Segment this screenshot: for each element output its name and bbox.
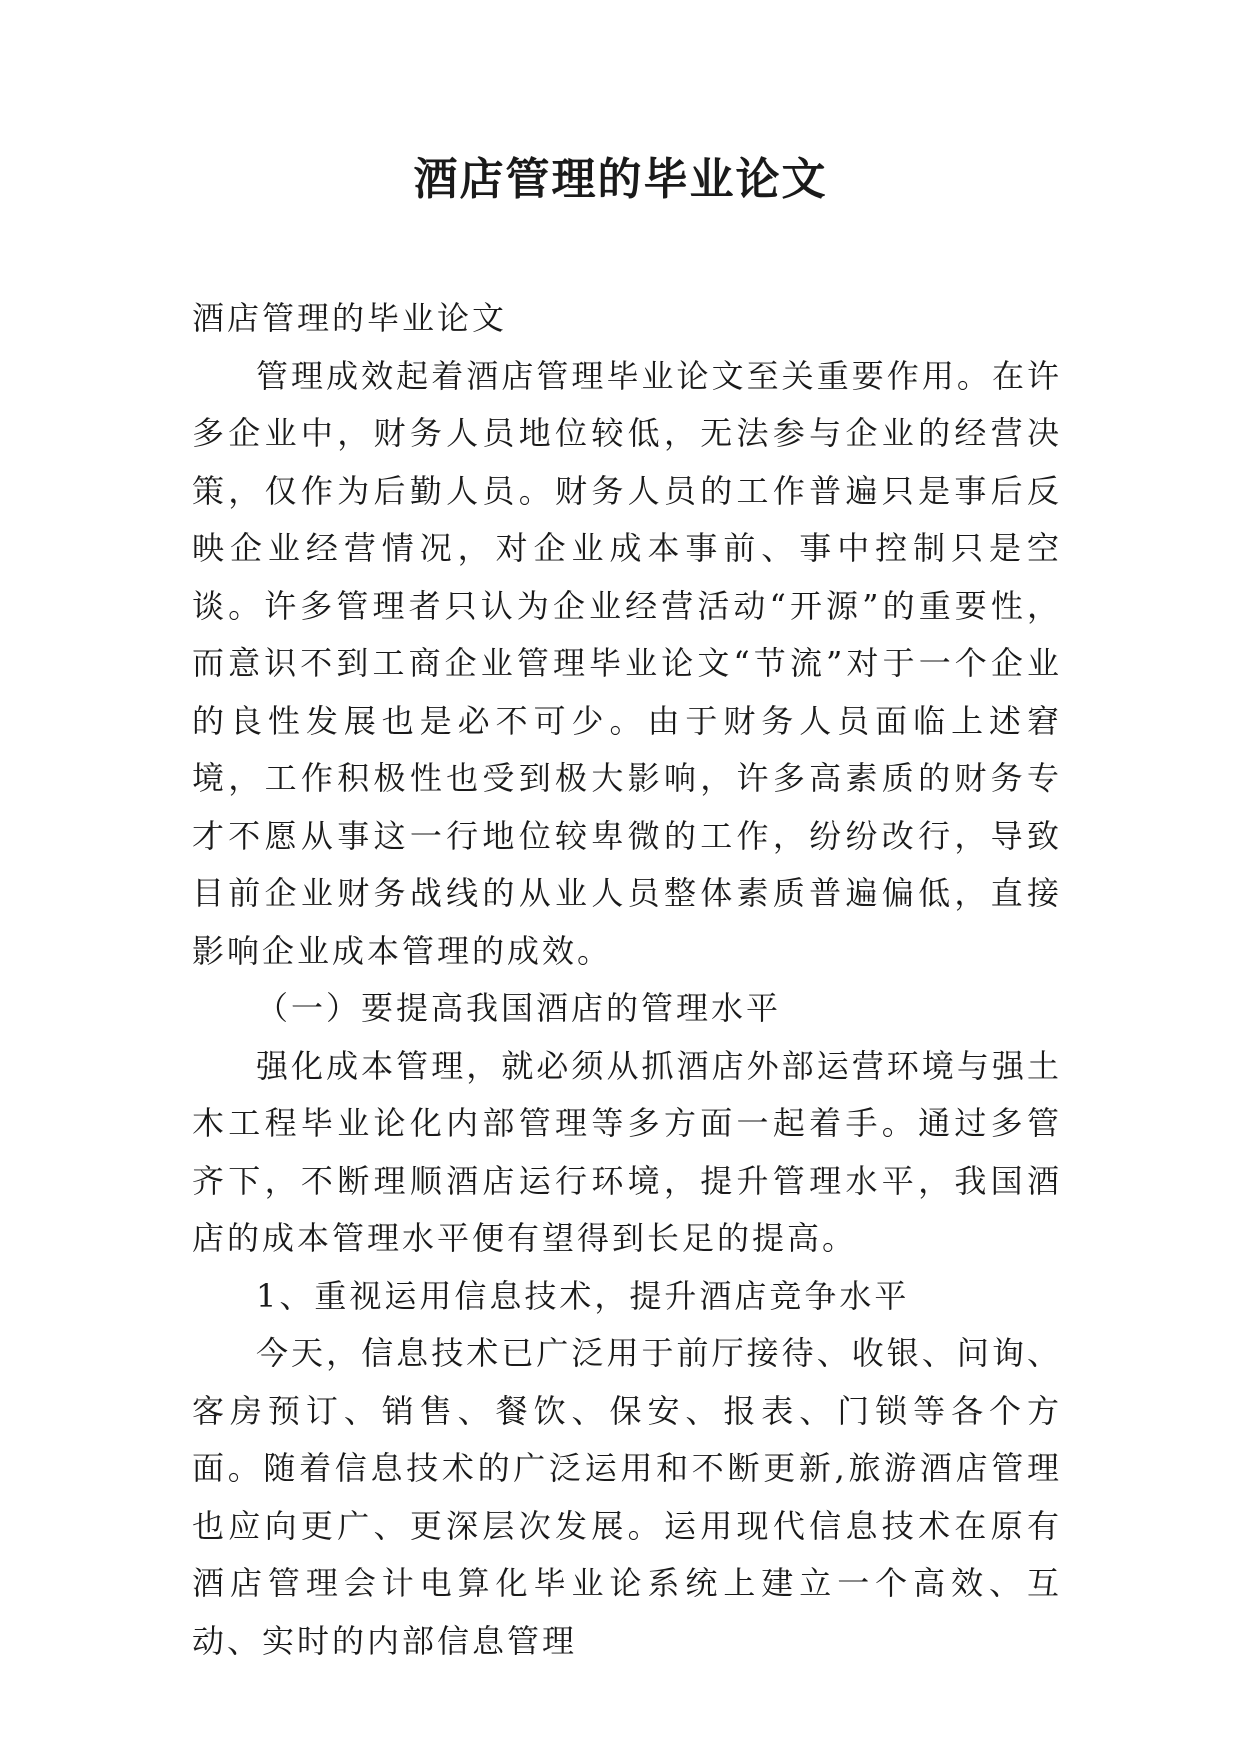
section-heading-1: （一）要提高我国酒店的管理水平 bbox=[256, 989, 782, 1027]
paragraph-cost-management: 强化成本管理，就必须从抓酒店外部运营环境与强土木工程毕业论化内部管理等多方面一起着手。通过多管齐下，不断理顺酒店运行环境，提升管理水平，我国酒店的成本管理水平便有望得到长足的提高。 bbox=[192, 1046, 1062, 1257]
document-title: 酒店管理的毕业论文 bbox=[413, 154, 828, 205]
document-body bbox=[192, 290, 1062, 1670]
paragraph-information-technology: 今天，信息技术已广泛用于前厅接待、收银、问询、客房预订、销售、餐饮、保安、报表、门锁等各个方面。随着信息技术的广泛运用和不断更新,旅游酒店管理也应向更广、更深层次发展。运用现代信息技术在原有酒店管理会计电算化毕业论系统上建立一个高效、互动、实时的内部信息管理 bbox=[192, 1334, 1062, 1660]
paragraph-intro: 管理成效起着酒店管理毕业论文至关重要作用。在许多企业中，财务人员地位较低，无法参与企业的经营决策，仅作为后勤人员。财务人员的工作普遍只是事后反映企业经营情况，对企业成本事前、事中控制只是空谈。许多管理者只认为企业经营活动“开源”的重要性，而意识不到工商企业管理毕业论文“节流”对于一个企业的良性发展也是必不可少。由于财务人员面临上述窘境，工作积极性也受到极大影响，许多高素质的财务专才不愿从事这一行地位较卑微的工作，纷纷改行，导致目前企业财务战线的从业人员整体素质普遍偏低，直接影响企业成本管理的成效。 bbox=[192, 356, 1062, 970]
subsection-heading-1: 1、重视运用信息技术，提升酒店竞争水平 bbox=[256, 1276, 910, 1315]
document-subtitle: 酒店管理的毕业论文 bbox=[192, 299, 508, 337]
